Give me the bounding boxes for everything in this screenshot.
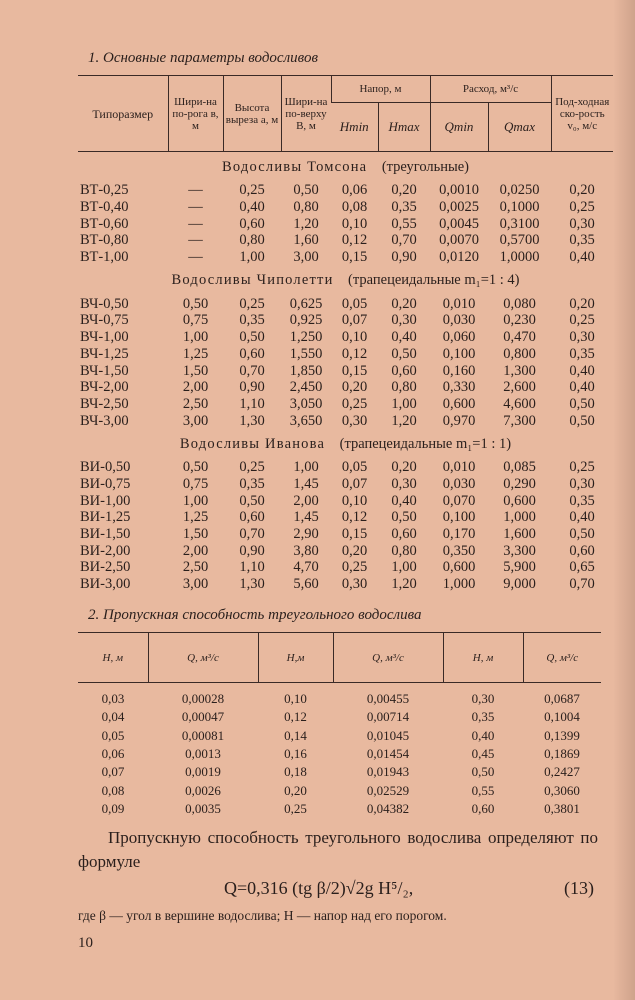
table-cell: 0,5700 (499, 232, 540, 249)
table-cell: 0,40 (569, 249, 595, 266)
table-cell: 0,0010 (439, 182, 479, 199)
formula-expression: Q=0,316 (tg β/2)√2g H⁵/₂, (224, 878, 414, 898)
table-cell: 0,04 (101, 709, 125, 725)
table-cell: 0,20 (341, 542, 368, 559)
table-cell: 0,40 (569, 379, 595, 396)
table-cell: 1,00 (239, 249, 265, 266)
table-row (78, 745, 601, 763)
table-row (78, 295, 613, 312)
page-edge-shadow (613, 0, 635, 1000)
table-cell: ВЧ-1,00 (80, 329, 129, 346)
table-cell: 2,00 (182, 379, 209, 396)
weir-parameters-table (78, 75, 613, 592)
table-row (78, 727, 601, 745)
section-header (78, 152, 613, 183)
table-cell: 7,300 (503, 412, 536, 429)
table-cell: 0,40 (569, 509, 595, 526)
table-cell: 0,30 (569, 215, 595, 232)
table-cell: ВЧ-1,50 (80, 362, 129, 379)
table-cell: 0,90 (239, 542, 265, 559)
table-cell: 0,35 (471, 709, 495, 725)
table-cell: 0,30 (569, 475, 595, 492)
table-cell: 0,50 (239, 492, 265, 509)
section-header (78, 265, 613, 295)
table-row (78, 526, 613, 543)
table-cell: 1,45 (293, 509, 319, 526)
table-cell: 0,40 (391, 492, 417, 509)
table-cell: 0,0070 (439, 232, 479, 249)
header-approach-velocity: Под-ходная ско-рость v₀, м/с (551, 76, 613, 152)
table-cell: 0,0035 (185, 800, 221, 816)
table-cell: ВИ-1,00 (80, 492, 131, 509)
table-cell: 1,50 (182, 362, 209, 379)
table-cell: 0,40 (239, 199, 265, 216)
header-q-3: Q, м³/с (523, 633, 601, 683)
table-cell: 0,25 (284, 800, 307, 816)
weir-parameters-body (78, 152, 613, 593)
table-cell: — (188, 199, 203, 216)
header-notch-height: Высота выреза а, м (223, 76, 281, 152)
table-row (78, 215, 613, 232)
table-cell: ВИ-1,50 (80, 526, 131, 543)
table-cell: 0,1869 (544, 746, 580, 762)
table-cell: 5,900 (503, 559, 536, 576)
table-row (78, 232, 613, 249)
table-cell: 0,50 (569, 526, 595, 543)
table-cell: ВИ-3,00 (80, 576, 131, 593)
table-cell: 1,00 (182, 329, 209, 346)
table-cell: 1,550 (289, 345, 323, 362)
table-cell: 0,25 (569, 459, 595, 476)
table-cell: 0,10 (341, 329, 368, 346)
table-cell: 0,55 (391, 215, 417, 232)
table-cell: 0,05 (341, 459, 368, 476)
table-cell: 9,000 (503, 576, 536, 593)
table-row (78, 199, 613, 216)
table-cell: 0,70 (239, 362, 265, 379)
table-row (78, 763, 601, 781)
table-cell: 0,20 (341, 379, 368, 396)
table-row (78, 396, 613, 413)
table-cell: 0,50 (182, 459, 209, 476)
table-cell: 1,20 (391, 412, 417, 429)
table-cell: 0,03 (101, 691, 125, 707)
table-cell: 0,10 (341, 492, 368, 509)
table-cell: 0,45 (471, 746, 495, 762)
formula-note: где β — угол в вершине водослива; H — напор над его порогом. (78, 908, 447, 923)
table-cell: 1,45 (293, 475, 319, 492)
table-cell: 3,050 (289, 395, 323, 412)
table-cell: 0,0687 (544, 691, 580, 707)
table-cell: 0,925 (289, 312, 323, 329)
table-row (78, 492, 613, 509)
table-cell: ВЧ-2,50 (80, 395, 129, 412)
table-cell: 0,0013 (185, 746, 221, 762)
table-cell: 0,170 (442, 526, 476, 543)
table-cell: 0,01454 (366, 746, 410, 762)
table-cell: 0,25 (341, 559, 368, 576)
table-cell: 0,50 (239, 329, 265, 346)
table-cell: 0,50 (471, 764, 495, 780)
table-cell: 0,30 (341, 412, 368, 429)
table-row (78, 329, 613, 346)
table-cell: 0,06 (101, 746, 125, 762)
section-title: Водосливы Иванова (179, 435, 326, 452)
table-cell: 0,30 (391, 312, 417, 329)
table-cell: 0,50 (391, 509, 417, 526)
table-row (78, 576, 613, 593)
table-cell: 1,25 (182, 345, 209, 362)
table-cell: 0,40 (471, 727, 495, 743)
section-subtitle: (треугольные) (381, 159, 470, 175)
table-cell: 0,080 (503, 295, 536, 312)
table-cell: 0,070 (442, 492, 476, 509)
table-cell: ВЧ-0,50 (80, 295, 129, 312)
table-row (78, 379, 613, 396)
table-cell: 0,25 (239, 295, 265, 312)
table-row (78, 800, 601, 818)
table-cell: — (188, 249, 203, 266)
table-cell: 0,60 (471, 800, 495, 816)
table-cell: 0,35 (569, 492, 595, 509)
table-cell: ВТ-0,80 (80, 232, 129, 249)
table-cell: 0,70 (569, 576, 595, 593)
table-cell: 0,600 (442, 395, 476, 412)
table-cell: 0,1004 (544, 709, 580, 725)
table-cell: 0,90 (391, 249, 417, 266)
table-cell: 0,010 (442, 295, 476, 312)
header-flow: Расход, м³/с (430, 76, 551, 103)
table-row (78, 509, 613, 526)
header-type: Типоразмер (78, 76, 168, 152)
table-cell: 0,10 (341, 215, 368, 232)
header-head-min: Hmin (331, 103, 378, 152)
table-cell: 0,04382 (366, 800, 410, 816)
table-row (78, 362, 613, 379)
table-cell: 0,00455 (366, 691, 410, 707)
table-cell: 1,20 (391, 576, 417, 593)
table-cell: 3,00 (293, 249, 319, 266)
table-cell: 1,300 (503, 362, 536, 379)
table-row (78, 708, 601, 726)
table-cell: 0,60 (239, 345, 265, 362)
header-h-3: H, м (443, 633, 523, 683)
table-cell: 0,50 (182, 295, 209, 312)
table-cell: 3,300 (503, 542, 536, 559)
table-cell: 0,2427 (544, 764, 580, 780)
table-cell: 0,00714 (366, 709, 410, 725)
header-sill-width: Шири-на по-рога в, м (168, 76, 223, 152)
table-cell: 2,90 (293, 526, 319, 543)
table-cell: 0,3060 (544, 782, 580, 798)
table-cell: 0,30 (391, 475, 417, 492)
formula-number: (13) (564, 878, 594, 898)
table-row (78, 559, 613, 576)
table-cell: 1,25 (182, 509, 209, 526)
table-cell: 0,15 (341, 362, 368, 379)
header-top-width: Шири-на по-верху В, м (281, 76, 331, 152)
table-cell: 0,30 (471, 691, 495, 707)
table-cell: 0,20 (569, 182, 595, 199)
table-cell: 1,000 (442, 576, 476, 593)
table-cell: 0,40 (391, 329, 417, 346)
table-row (78, 781, 601, 799)
table-cell: 0,08 (101, 782, 125, 798)
table-cell: 0,20 (391, 295, 417, 312)
table-cell: ВТ-0,60 (80, 215, 129, 232)
table-cell: 0,25 (341, 395, 368, 412)
table-cell: 0,25 (239, 182, 265, 199)
table-cell: 0,0250 (499, 182, 540, 199)
table-cell: 0,060 (442, 329, 476, 346)
table-cell: 0,330 (442, 379, 476, 396)
table-cell: 0,010 (442, 459, 476, 476)
table-cell: 0,12 (341, 232, 368, 249)
formula-intro-paragraph: Пропускную способность треугольного водослива определяют по формуле (78, 828, 598, 871)
table-cell: 0,50 (391, 345, 417, 362)
table-cell: 1,600 (503, 526, 536, 543)
header-h-1: H, м (78, 633, 148, 683)
table-cell: 0,05 (341, 295, 368, 312)
table-cell: 0,08 (341, 199, 368, 216)
table-cell: 0,16 (284, 746, 307, 762)
table-cell: 0,18 (284, 764, 307, 780)
table-cell: 0,09 (101, 800, 125, 816)
table-cell: 0,0026 (185, 782, 221, 798)
table-cell: 0,75 (182, 312, 209, 329)
table-cell: 0,80 (239, 232, 265, 249)
section-title: Водосливы Томсона (221, 159, 368, 175)
table-cell: 2,50 (182, 395, 209, 412)
table-cell: 0,35 (569, 345, 595, 362)
table-cell: 0,05 (101, 727, 125, 743)
table-cell: 1,0000 (499, 249, 540, 266)
table-cell: 0,07 (341, 475, 368, 492)
table-cell: 1,30 (239, 576, 265, 593)
table-cell: 0,35 (391, 199, 417, 216)
table-cell: 0,160 (442, 362, 476, 379)
table-cell: 4,70 (293, 559, 319, 576)
table-cell: 0,90 (239, 379, 265, 396)
table-cell: 0,30 (569, 329, 595, 346)
table-cell: 0,00047 (181, 709, 225, 725)
table-cell: — (188, 232, 203, 249)
table-cell: 0,70 (391, 232, 417, 249)
table-cell: 0,030 (442, 312, 476, 329)
table-cell: 3,650 (289, 412, 323, 429)
header-flow-min: Qmin (430, 103, 488, 152)
table-cell: 1,50 (182, 526, 209, 543)
table-cell: 0,0025 (439, 199, 479, 216)
table-cell: 0,12 (284, 709, 307, 725)
table-cell: 0,25 (239, 459, 265, 476)
table-cell: ВИ-0,75 (80, 475, 131, 492)
table-cell: 0,970 (442, 412, 476, 429)
table-cell: 0,800 (503, 345, 536, 362)
table-cell: 0,60 (239, 509, 265, 526)
section-title: Водосливы Чиполетти (171, 272, 334, 289)
section-subtitle: (трапецеидальные m₁=1 : 4) (348, 272, 520, 289)
header-flow-max: Qmax (488, 103, 551, 152)
table-cell: 0,55 (471, 782, 495, 798)
table-cell: ВЧ-1,25 (80, 345, 129, 362)
table-cell: 0,01943 (366, 764, 410, 780)
table-cell: 0,12 (341, 509, 368, 526)
section-header (78, 429, 613, 459)
table-cell: 0,10 (284, 691, 307, 707)
table-cell: 0,70 (239, 526, 265, 543)
table-cell: 2,00 (293, 492, 319, 509)
table-cell: 0,100 (442, 509, 476, 526)
table-cell: 2,600 (503, 379, 536, 396)
table-cell: ВТ-1,00 (80, 249, 129, 266)
table-cell: 0,14 (284, 727, 307, 743)
table-cell: 0,20 (284, 782, 307, 798)
header-head: Напор, м (331, 76, 430, 103)
table-cell: 1,60 (293, 232, 319, 249)
table-cell: 0,75 (182, 475, 209, 492)
table-cell: 0,50 (293, 182, 319, 199)
table-cell: ВЧ-3,00 (80, 412, 129, 429)
table-cell: ВТ-0,25 (80, 182, 129, 199)
table-cell: 0,350 (442, 542, 476, 559)
table-row (78, 542, 613, 559)
table-cell: 5,60 (293, 576, 319, 593)
table-cell: 0,60 (391, 526, 417, 543)
table-cell: 4,600 (503, 395, 536, 412)
table-cell: 1,30 (239, 412, 265, 429)
table-cell: 0,25 (569, 199, 595, 216)
table-cell: ВИ-0,50 (80, 459, 131, 476)
table-cell: 0,35 (569, 232, 595, 249)
table-cell: 0,07 (341, 312, 368, 329)
table-cell: 0,3100 (499, 215, 540, 232)
table-cell: 0,030 (442, 475, 476, 492)
table1-caption: 1. Основные параметры водосливов (88, 50, 318, 66)
table-row (78, 249, 613, 266)
section-subtitle: (трапецеидальные m₁=1 : 1) (339, 435, 512, 452)
table-cell: 1,00 (391, 559, 417, 576)
table-cell: 1,850 (289, 362, 323, 379)
header-q-1: Q, м³/с (148, 633, 258, 683)
table-cell: 1,10 (239, 395, 265, 412)
table-row (78, 476, 613, 493)
table-cell: 0,25 (569, 312, 595, 329)
table-cell: 0,290 (503, 475, 536, 492)
table-cell: 0,80 (391, 379, 417, 396)
table-cell: ВИ-2,00 (80, 542, 131, 559)
table-cell: ВЧ-0,75 (80, 312, 129, 329)
table-cell: 0,30 (341, 576, 368, 593)
table-cell: 1,20 (293, 215, 319, 232)
table-cell: 0,01045 (366, 727, 410, 743)
table-cell: 3,00 (182, 412, 209, 429)
table-cell: 0,00028 (181, 691, 225, 707)
table-cell: 0,0120 (439, 249, 479, 266)
table-row (78, 182, 613, 199)
table-cell: 0,35 (239, 475, 265, 492)
discharge-table (78, 632, 601, 818)
table-cell: 0,0045 (439, 215, 479, 232)
table-cell: ВЧ-2,00 (80, 379, 129, 396)
table-cell: 1,00 (293, 459, 319, 476)
table-cell: — (188, 182, 203, 199)
table-cell: 0,1000 (499, 199, 540, 216)
table-cell: 0,20 (569, 295, 595, 312)
table-cell: 0,625 (289, 295, 323, 312)
table-cell: 0,80 (391, 542, 417, 559)
formula-line (78, 878, 598, 904)
table-row (78, 312, 613, 329)
table-cell: 1,000 (503, 509, 536, 526)
table-cell: 0,02529 (366, 782, 410, 798)
table-cell: 0,15 (341, 526, 368, 543)
table-cell: 1,00 (182, 492, 209, 509)
table-cell: 0,06 (341, 182, 368, 199)
table-row (78, 683, 601, 709)
table-cell: 0,80 (293, 199, 319, 216)
header-head-max: Hmax (378, 103, 430, 152)
table-cell: 0,600 (442, 559, 476, 576)
table-cell: 0,12 (341, 345, 368, 362)
table-cell: 0,0019 (185, 764, 221, 780)
table-cell: 0,60 (569, 542, 595, 559)
table-cell: 0,00081 (181, 727, 225, 743)
table-cell: 2,50 (182, 559, 209, 576)
table-cell: 0,65 (569, 559, 595, 576)
table-row (78, 346, 613, 363)
page-number: 10 (78, 935, 93, 951)
table-cell: 2,450 (289, 379, 323, 396)
table-cell: 0,100 (442, 345, 476, 362)
table-cell: 0,35 (239, 312, 265, 329)
table-cell: 0,085 (503, 459, 536, 476)
table-cell: 0,470 (503, 329, 536, 346)
table-row (78, 412, 613, 429)
table-cell: 0,20 (391, 182, 417, 199)
table-cell: — (188, 215, 203, 232)
table-cell: 0,60 (239, 215, 265, 232)
table-cell: 1,250 (289, 329, 323, 346)
table-cell: 0,1399 (544, 727, 580, 743)
table-cell: 0,07 (101, 764, 125, 780)
table-cell: ВИ-1,25 (80, 509, 131, 526)
table-cell: 0,230 (503, 312, 536, 329)
header-q-2: Q, м³/с (333, 633, 443, 683)
table-cell: 1,00 (391, 395, 417, 412)
table-cell: 0,50 (569, 412, 595, 429)
table-cell: 0,15 (341, 249, 368, 266)
table-row (78, 459, 613, 476)
table2-caption: 2. Пропускная способность треугольного водослива (88, 607, 422, 623)
table-cell: 0,50 (569, 395, 595, 412)
discharge-body (78, 683, 601, 819)
table-cell: 0,3801 (544, 800, 580, 816)
table-cell: 0,600 (503, 492, 536, 509)
table-cell: 3,80 (293, 542, 319, 559)
table-cell: 0,60 (391, 362, 417, 379)
table-cell: 0,40 (569, 362, 595, 379)
table-cell: 3,00 (182, 576, 209, 593)
table-cell: ВИ-2,50 (80, 559, 131, 576)
header-h-2: H,м (258, 633, 333, 683)
table-cell: 0,20 (391, 459, 417, 476)
table-cell: 2,00 (182, 542, 209, 559)
table-cell: 1,10 (239, 559, 265, 576)
table-cell: ВТ-0,40 (80, 199, 129, 216)
